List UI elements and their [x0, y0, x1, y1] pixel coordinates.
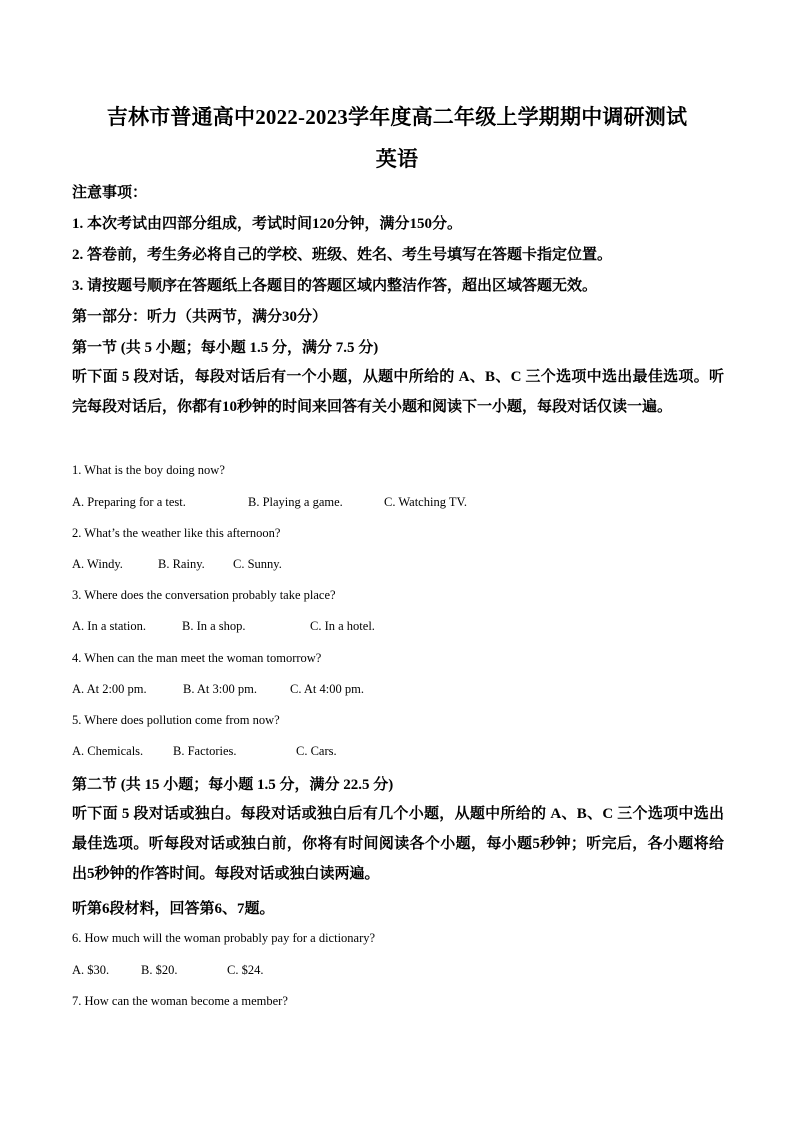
q1-option-a: A. Preparing for a test.	[72, 495, 186, 509]
section1-instructions: 听下面 5 段对话，每段对话后有一个小题，从题中所给的 A、B、C 三个选项中选出最佳选项。听完每段对话后，你都有10秒钟的时间来回答有关小题和阅读下一小题，每段对话仅读一遍。	[72, 369, 724, 415]
q1-option-b: B. Playing a game.	[248, 495, 343, 509]
notice-2: 2. 答卷前，考生务必将自己的学校、班级、姓名、考生号填写在答题卡指定位置。	[72, 247, 613, 263]
question-3: 3. Where does the conversation probably take place?	[72, 588, 336, 602]
notice-1: 1. 本次考试由四部分组成，考试时间120分钟，满分150分。	[72, 216, 463, 232]
question-7: 7. How can the woman become a member?	[72, 994, 288, 1008]
q6-option-b: B. $20.	[141, 963, 178, 977]
exam-title: 吉林市普通高中2022-2023学年度高二年级上学期期中调研测试	[106, 105, 688, 129]
q2-option-a: A. Windy.	[72, 557, 123, 571]
q6-option-a: A. $30.	[72, 963, 110, 977]
q4-option-c: C. At 4:00 pm.	[290, 682, 364, 696]
material-6-heading: 听第6段材料，回答第6、7题。	[72, 901, 275, 917]
notice-3: 3. 请按题号顺序在答题纸上各题目的答题区域内整洁作答，超出区域答题无效。	[72, 278, 598, 294]
part1-heading: 第一部分：听力（共两节，满分30分）	[72, 309, 328, 325]
q1-option-c: C. Watching TV.	[384, 495, 468, 509]
q5-option-c: C. Cars.	[296, 744, 337, 758]
section2-instructions: 听下面 5 段对话或独白。每段对话或独白后有几个小题，从题中所给的 A、B、C 三个选项中选出最佳选项。听每段对话或独白前，你将有时间阅读各个小题，每小题5秒钟；听完后，各小题将给出5秒钟的作答时间。每段对话或独白读两遍。	[72, 806, 724, 882]
q2-option-b: B. Rainy.	[158, 557, 205, 571]
notice-heading: 注意事项：	[72, 185, 148, 201]
q5-option-a: A. Chemicals.	[72, 744, 144, 758]
q2-option-c: C. Sunny.	[233, 557, 282, 571]
subject-title: 英语	[375, 147, 419, 171]
section2-heading: 第二节 (共 15 小题；每小题 1.5 分，满分 22.5 分)	[72, 777, 394, 793]
question-2: 2. What’s the weather like this afternoon?	[72, 526, 281, 540]
question-6: 6. How much will the woman probably pay for a dictionary?	[72, 931, 376, 945]
q3-option-c: C. In a hotel.	[310, 619, 375, 633]
section1-heading: 第一节 (共 5 小题；每小题 1.5 分，满分 7.5 分)	[72, 340, 379, 356]
q5-option-b: B. Factories.	[173, 744, 237, 758]
q6-option-c: C. $24.	[227, 963, 264, 977]
question-1: 1. What is the boy doing now?	[72, 463, 225, 477]
question-5: 5. Where does pollution come from now?	[72, 713, 280, 727]
q4-option-a: A. At 2:00 pm.	[72, 682, 147, 696]
question-4: 4. When can the man meet the woman tomorrow?	[72, 651, 322, 665]
q3-option-a: A. In a station.	[72, 619, 146, 633]
q4-option-b: B. At 3:00 pm.	[183, 682, 257, 696]
q3-option-b: B. In a shop.	[182, 619, 246, 633]
